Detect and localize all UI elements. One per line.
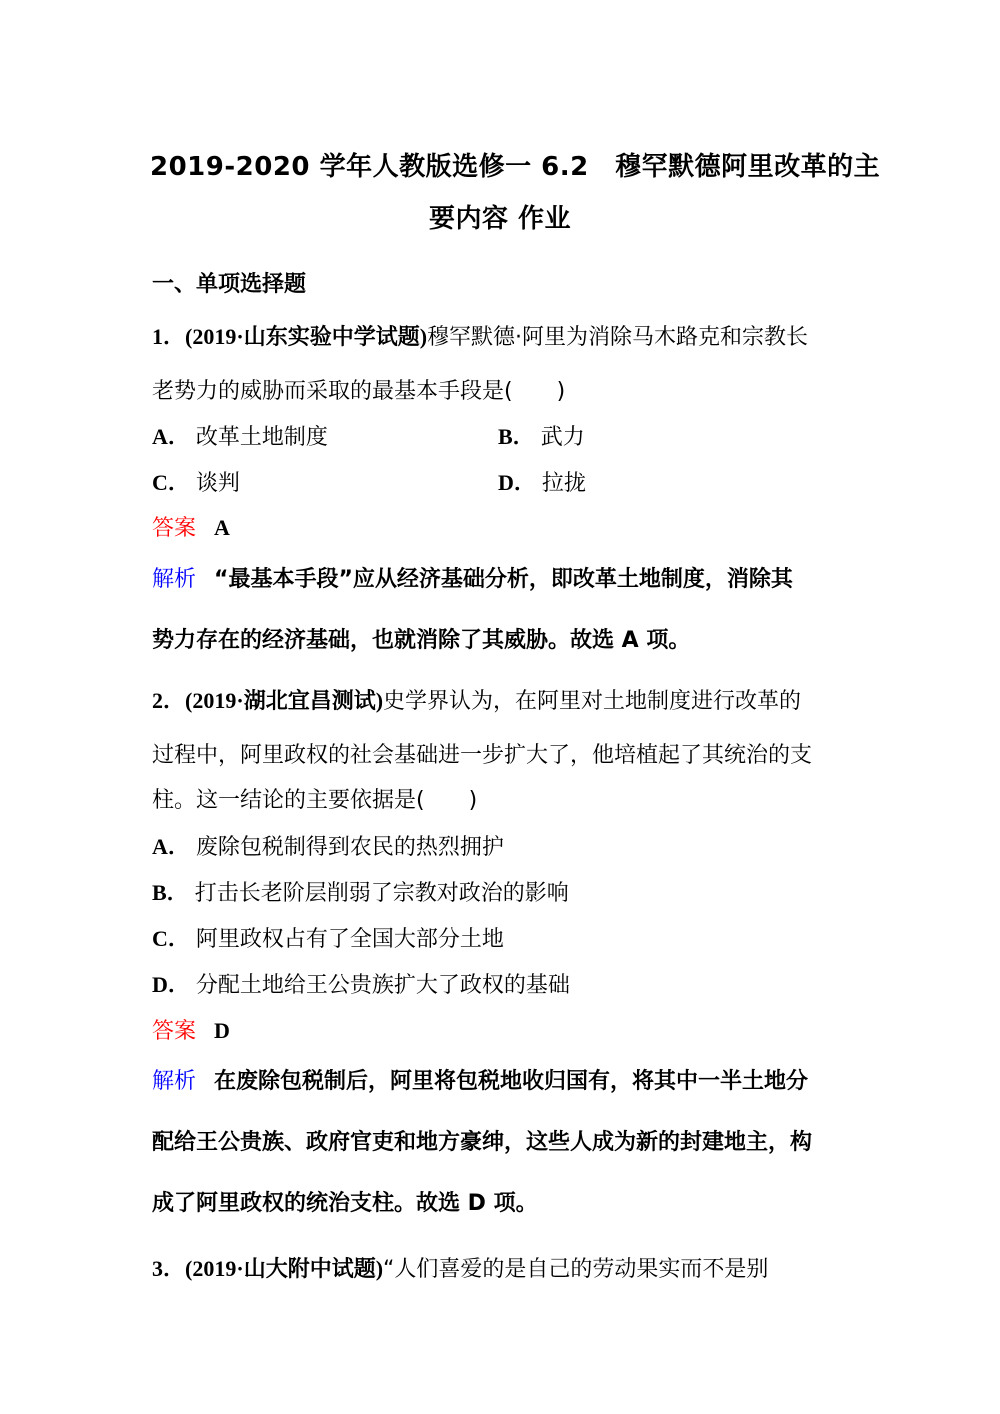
- question-source-close: ): [375, 688, 384, 713]
- question-source-year: (2019·: [185, 688, 244, 713]
- question-stem-text: 史学界认为，在阿里对土地制度进行改革的: [383, 689, 802, 714]
- option-d: D． 拉拢: [498, 470, 586, 496]
- analysis-text: “最基本手段”应从经济基础分析，即改革土地制度，消除其: [214, 567, 793, 592]
- question-1-stem-line-2: 老势力的威胁而采取的最基本手段是( ): [152, 379, 566, 404]
- question-source-name: 山东实验中学试题: [243, 325, 420, 350]
- analysis-text: 在废除包税制后，阿里将包税地收归国有，将其中一半土地分: [214, 1069, 809, 1094]
- option-c: C． 谈判: [152, 470, 240, 496]
- question-1-options-row-1: [152, 422, 852, 453]
- question-2-stem-line-1: [152, 686, 801, 717]
- question-2-answer: [152, 1016, 230, 1047]
- question-2-stem-line-3: 柱。这一结论的主要依据是( ): [152, 788, 478, 813]
- question-1-answer: [152, 513, 230, 544]
- answer-label: 答案: [152, 516, 197, 541]
- question-number: 1．: [152, 324, 186, 349]
- question-source-close: ): [375, 1256, 384, 1281]
- question-2-stem-line-2: 过程中，阿里政权的社会基础进一步扩大了，他培植起了其统治的支: [152, 743, 813, 768]
- option-b: B． 武力: [498, 424, 585, 450]
- question-source-close: ): [419, 324, 428, 349]
- answer-value: D: [214, 1018, 230, 1043]
- question-2-analysis-line-3: 成了阿里政权的统治支柱。故选 D 项。: [152, 1191, 538, 1216]
- option-a: A． 改革土地制度: [152, 424, 328, 450]
- question-2-option-b: B． 打击长老阶层削弱了宗教对政治的影响: [152, 880, 569, 906]
- question-stem-text: “人们喜爱的是自己的劳动果实而不是别: [383, 1257, 769, 1282]
- document-title-line-1: 2019-2020 学年人教版选修一 6.2 穆罕默德阿里改革的主: [150, 152, 881, 182]
- answer-label: 答案: [152, 1019, 197, 1044]
- question-1-options-row-2: [152, 468, 852, 499]
- document-title-line-2: 要内容 作业: [428, 204, 572, 234]
- question-source-year: (2019·: [185, 324, 244, 349]
- question-number: 2．: [152, 688, 186, 713]
- question-stem-text: 穆罕默德·阿里为消除马木路克和宗教长: [427, 325, 809, 350]
- question-2-analysis-line-1: [152, 1066, 808, 1097]
- question-1-analysis-line-2: 势力存在的经济基础，也就消除了其威胁。故选 A 项。: [152, 628, 691, 653]
- question-1-analysis-line-1: [152, 564, 793, 595]
- question-2-option-c: C． 阿里政权占有了全国大部分土地: [152, 926, 504, 952]
- question-2-option-a: A． 废除包税制得到农民的热烈拥护: [152, 834, 504, 860]
- question-2-option-d: D． 分配土地给王公贵族扩大了政权的基础: [152, 972, 570, 998]
- question-2-analysis-line-2: 配给王公贵族、政府官吏和地方豪绅，这些人成为新的封建地主，构: [152, 1130, 813, 1155]
- section-heading: 一、单项选择题: [152, 272, 307, 297]
- analysis-label: 解析: [152, 1069, 197, 1094]
- answer-value: A: [214, 515, 230, 540]
- question-source-year: (2019·: [185, 1256, 244, 1281]
- question-3-stem-line-1: [152, 1254, 768, 1285]
- question-source-name: 山大附中试题: [243, 1257, 376, 1282]
- question-number: 3．: [152, 1256, 186, 1281]
- analysis-label: 解析: [152, 567, 197, 592]
- question-source-name: 湖北宜昌测试: [243, 689, 376, 714]
- question-1-stem-line-1: [152, 322, 808, 353]
